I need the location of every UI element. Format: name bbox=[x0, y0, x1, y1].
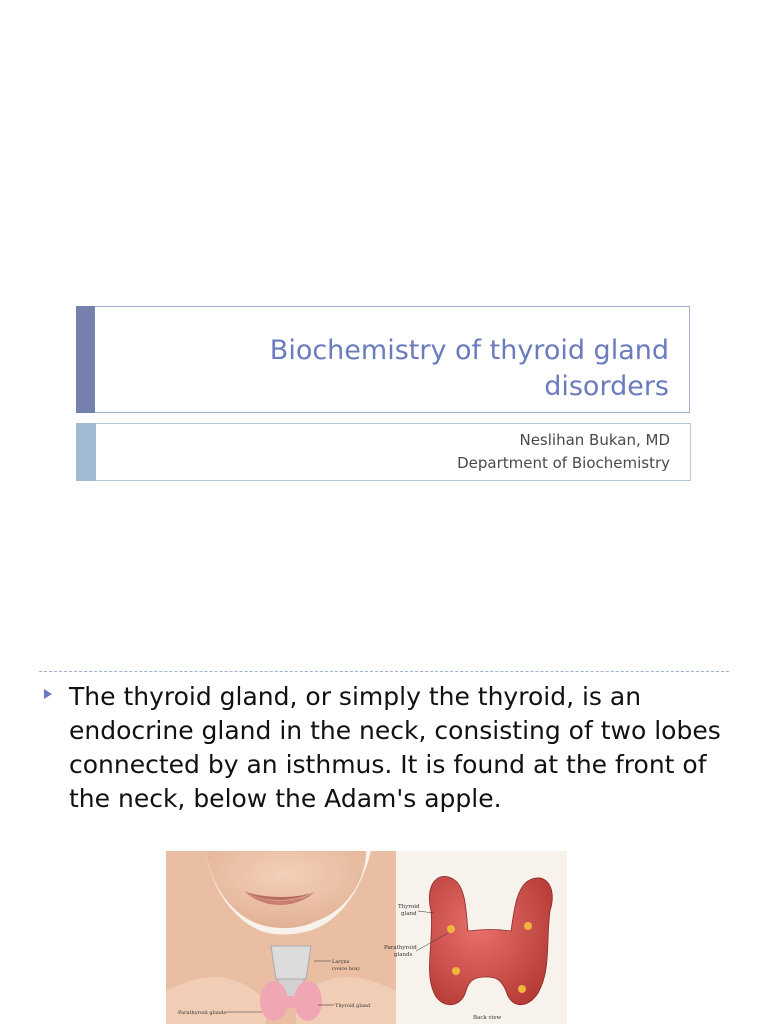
back-thyroid-label-1: Thyroid bbox=[398, 904, 420, 910]
title-accent-bar bbox=[76, 306, 95, 413]
voice-box-label: (voice box) bbox=[332, 966, 360, 972]
department-name: Department of Biochemistry bbox=[457, 454, 670, 472]
back-parathyroid-label-2: glands bbox=[394, 952, 413, 958]
slide-divider bbox=[39, 671, 729, 672]
back-view-label: Back view bbox=[473, 1015, 502, 1021]
author-name: Neslihan Bukan, MD bbox=[519, 431, 670, 449]
slide-title: Biochemistry of thyroid gland disorders bbox=[269, 335, 669, 402]
thyroid-gland-label: Thyroid gland bbox=[335, 1003, 371, 1009]
bullet-arrow-icon bbox=[44, 689, 52, 699]
thyroid-illustration bbox=[166, 851, 567, 1024]
subtitle-box bbox=[76, 423, 691, 481]
bullet-text: The thyroid gland, or simply the thyroid, is an endocrine gland in the neck, consisting of two lobes connected by an isthmus. It is found at the front of the neck, below the Adam's apple. bbox=[69, 682, 721, 813]
title-box bbox=[76, 306, 690, 413]
thyroid-anatomy-image bbox=[166, 851, 567, 1024]
back-parathyroid-label-1: Parathyroid bbox=[384, 945, 417, 951]
parathyroid-glands-label: Parathyroid glands bbox=[178, 1010, 227, 1016]
larynx-label: Larynx bbox=[332, 959, 350, 965]
back-thyroid-label-2: gland bbox=[401, 911, 417, 917]
subtitle-accent-bar bbox=[76, 423, 96, 481]
